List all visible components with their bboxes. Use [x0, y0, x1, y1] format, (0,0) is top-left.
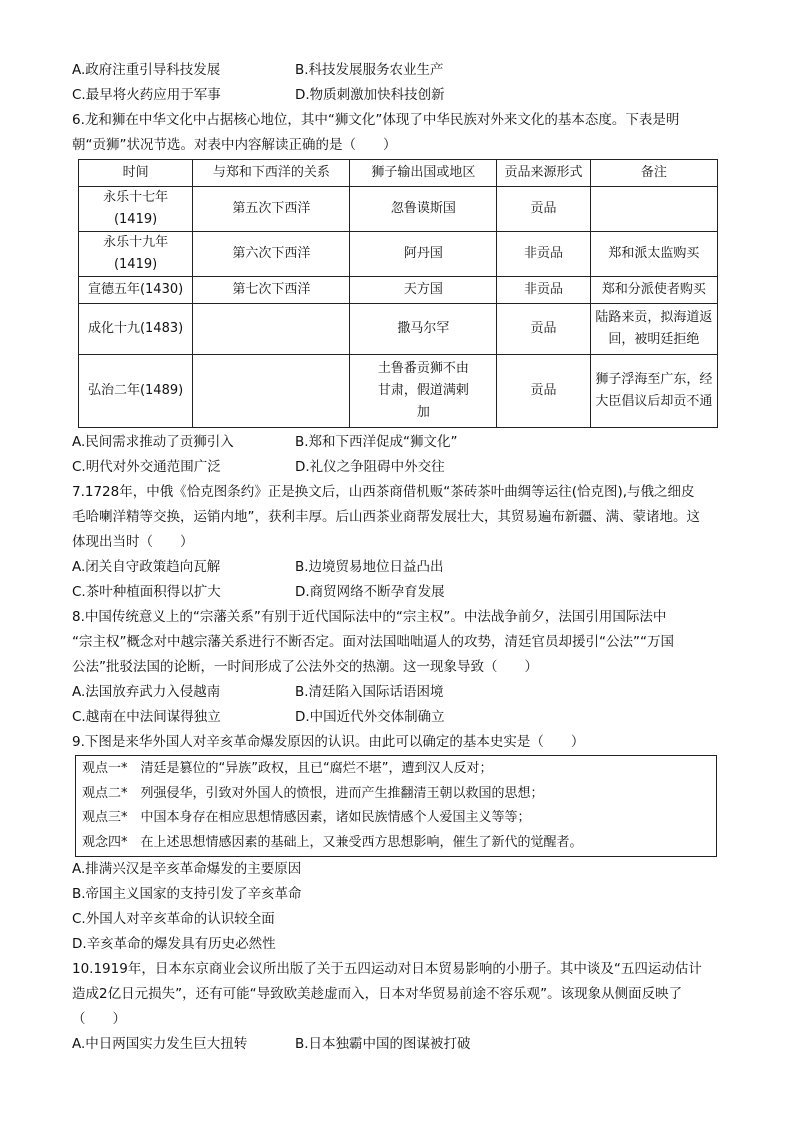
q7-option-d[interactable]: D.商贸网络不断孕育发展: [295, 584, 445, 600]
q6-option-b[interactable]: B.郑和下西洋促成“狮文化”: [295, 434, 458, 450]
q8-option-d[interactable]: D.中国近代外交体制确立: [295, 709, 445, 725]
q5-options-row2: [72, 83, 722, 108]
q6-option-d[interactable]: D.礼仪之争阻碍中外交往: [295, 459, 445, 475]
q5-options-row1: [72, 58, 722, 83]
q8-option-c[interactable]: C.越南在中法间谋得独立: [72, 709, 221, 725]
q7-option-b[interactable]: B.边境贸易地位日益凸出: [295, 559, 444, 575]
table-cell: 第五次下西洋: [193, 187, 350, 232]
q9-option-a[interactable]: A.排满兴汉是辛亥革命爆发的主要原因: [72, 861, 302, 877]
exam-page: [72, 58, 722, 1057]
q6-stem-line2: 朝“贡狮”状况节选。对表中内容解读正确的是（ ）: [72, 137, 397, 153]
q8-stem-line2: “宗主权”概念对中越宗藩关系进行不断否定。面对法国咄咄逼人的攻势，清廷官员却援引“公法”“万国: [72, 634, 674, 650]
q7-stem-line2: 毛哈喇洋精等交换，运销内地”，获利丰厚。后山西茶业商帮发展壮大，其贸易遍布新疆、满、蒙诸地。这: [72, 509, 700, 525]
q8-options-row2: [72, 705, 722, 730]
table-header: 与郑和下西洋的关系: [193, 160, 350, 187]
table-cell: 永乐十九年(1419): [79, 232, 193, 277]
q7-options-row1: [72, 555, 722, 580]
table-cell: 郑和分派使者购买: [590, 277, 717, 304]
table-cell: 贡品: [497, 355, 590, 428]
q9-option-d[interactable]: D.辛亥革命的爆发具有历史必然性: [72, 936, 276, 952]
table-cell: 忽鲁谟斯国: [350, 187, 497, 232]
table-cell: 第七次下西洋: [193, 277, 350, 304]
table-cell: 成化十九(1483): [79, 304, 193, 355]
viewpoint-2: 观点二* 列强侵华，引致对外国人的愤恨，进而产生推翻清王朝以救国的思想；: [82, 785, 544, 801]
table-cell: 永乐十七年(1419): [79, 187, 193, 232]
q10-stem-line2: 造成2亿日元损失”，还有可能“导致欧美趁虚而入，日本对华贸易前途不容乐观”。该现象从侧面反映了: [72, 986, 683, 1002]
table-cell: 阿丹国: [350, 232, 497, 277]
table-row: [79, 304, 718, 355]
q6-stem-line1: 6.龙和狮在中华文化中占据核心地位，其中“狮文化”体现了中华民族对外来文化的基本态度。下表是明: [72, 112, 680, 128]
table-cell: 贡品: [497, 304, 590, 355]
viewpoint-4: 观念四* 在上述思想情感因素的基础上，又兼受西方思想影响，催生了新代的觉醒者。: [82, 834, 583, 850]
q7-option-a[interactable]: A.闭关自守政策趋向瓦解: [72, 559, 221, 575]
table-cell: 第六次下西洋: [193, 232, 350, 277]
q5-option-a[interactable]: A.政府注重引导科技发展: [72, 62, 221, 78]
table-row: [79, 355, 718, 428]
table-cell: 撒马尔罕: [350, 304, 497, 355]
q5-option-b[interactable]: B.科技发展服务农业生产: [295, 62, 444, 78]
q6-table: [78, 159, 718, 428]
table-cell: 宣德五年(1430): [79, 277, 193, 304]
table-cell: [590, 187, 717, 232]
q7-stem-line3: 体现出当时（ ）: [72, 534, 194, 550]
q5-option-c[interactable]: C.最早将火药应用于军事: [72, 87, 221, 103]
table-header: 时间: [79, 160, 193, 187]
q9-option-c[interactable]: C.外国人对辛亥革命的认识较全面: [72, 911, 275, 927]
q9-viewpoints-box: [75, 755, 717, 857]
q8-option-a[interactable]: A.法国放弃武力入侵越南: [72, 684, 221, 700]
table-header: 备注: [590, 160, 717, 187]
table-cell: 非贡品: [497, 277, 590, 304]
q9-stem: 9.下图是来华外国人对辛亥革命爆发原因的认识。由此可以确定的基本史实是（ ）: [72, 734, 585, 750]
table-row: [79, 277, 718, 304]
q5-option-d[interactable]: D.物质刺激加快科技创新: [295, 87, 445, 103]
q8-options-row1: [72, 680, 722, 705]
table-cell: 天方国: [350, 277, 497, 304]
q8-stem-line3: 公法”批驳法国的论断，一时间形成了公法外交的热潮。这一现象导致（ ）: [72, 659, 538, 675]
q10-option-a[interactable]: A.中日两国实力发生巨大扭转: [72, 1036, 248, 1052]
table-cell: 贡品: [497, 187, 590, 232]
table-row: [79, 232, 718, 277]
q7-options-row2: [72, 580, 722, 605]
table-cell: [193, 355, 350, 428]
q6-options-row1: [72, 430, 722, 455]
table-cell: 弘治二年(1489): [79, 355, 193, 428]
table-cell: 陆路来贡，拟海道返回，被明廷拒绝: [590, 304, 717, 355]
table-cell: [193, 304, 350, 355]
viewpoint-3: 观点三* 中国本身存在相应思想情感因素，诸如民族情感个人爱国主义等等；: [82, 810, 531, 825]
table-cell: 狮子浮海至广东，经 大臣倡议后却贡不通: [590, 355, 717, 428]
q10-option-b[interactable]: B.日本独霸中国的图谋被打破: [295, 1036, 471, 1052]
q10-stem-line3: （ ）: [72, 1011, 126, 1027]
q9-option-b[interactable]: B.帝国主义国家的支持引发了辛亥革命: [72, 886, 302, 902]
table-header: 狮子输出国或地区: [350, 160, 497, 187]
q7-option-c[interactable]: C.茶叶种植面积得以扩大: [72, 584, 221, 600]
table-cell: 非贡品: [497, 232, 590, 277]
q7-stem-line1: 7.1728年，中俄《恰克图条约》正是换文后，山西茶商借机贩“茶砖茶叶曲绸等运往(恰克图),与俄之细皮: [72, 484, 695, 500]
table-header: 贡品来源形式: [497, 160, 590, 187]
table-row: [79, 187, 718, 232]
table-cell: 郑和派太监购买: [590, 232, 717, 277]
q8-stem-line1: 8.中国传统意义上的“宗藩关系”有别于近代国际法中的“宗主权”。中法战争前夕，法国引用国际法中: [72, 609, 667, 625]
q6-option-a[interactable]: A.民间需求推动了贡狮引入: [72, 434, 234, 450]
q10-options-row1: [72, 1032, 722, 1057]
q6-option-c[interactable]: C.明代对外交通范围广泛: [72, 459, 221, 475]
viewpoint-1: 观点一* 清廷是篡位的“异族”政权，且已“腐烂不堪”，遭到汉人反对；: [82, 761, 493, 776]
q10-stem-line1: 10.1919年，日本东京商业会议所出版了关于五四运动对日本贸易影响的小册子。其中谈及“五四运动估计: [72, 961, 702, 977]
table-cell: 土鲁番贡狮不由甘肃，假道满剌加: [350, 355, 497, 428]
q6-options-row2: [72, 455, 722, 480]
q8-option-b[interactable]: B.清廷陷入国际话语困境: [295, 684, 444, 700]
